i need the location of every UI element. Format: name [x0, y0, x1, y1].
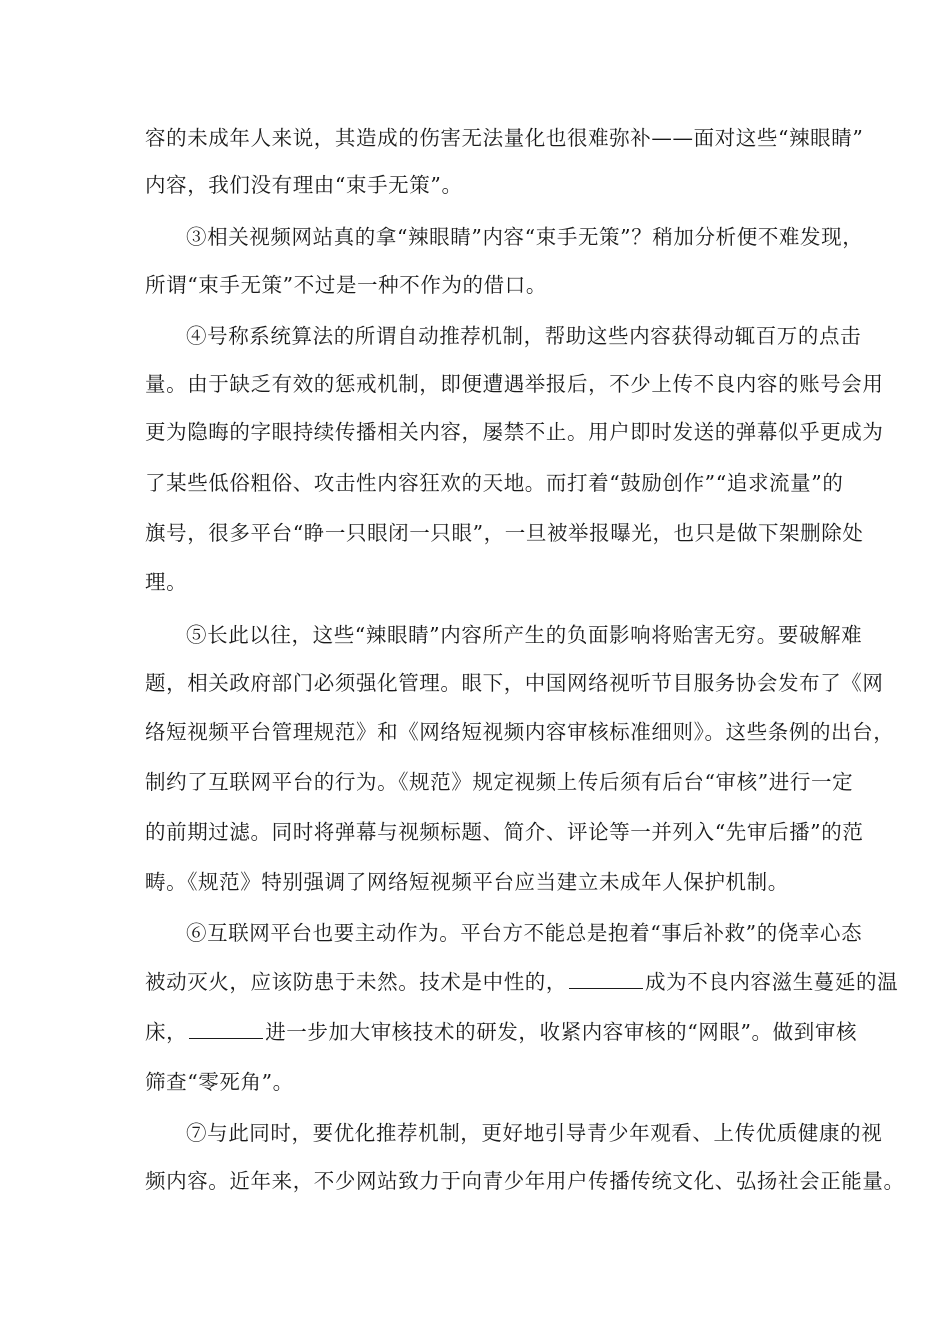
text-line: 制约了互联网平台的行为。《规范》规定视频上传后须有后台“审核”进行一定 — [145, 770, 854, 794]
text-line: 络短视频平台管理规范》和《网络短视频内容审核标准细则》。这些条例的出台， — [145, 720, 895, 744]
fill-in-blank-2 — [189, 1018, 263, 1039]
text-line-with-blank — [145, 1016, 857, 1048]
text-segment: 被动灭火，应该防患于未然。技术是中性的， — [145, 970, 567, 994]
text-line: 题，相关政府部门必须强化管理。眼下，中国网络视听节目服务协会发布了《网 — [145, 671, 884, 695]
fill-in-blank-1 — [569, 968, 643, 989]
text-line: 更为隐晦的字眼持续传播相关内容，屡禁不止。用户即时发送的弹幕似乎更成为 — [145, 420, 884, 444]
paragraph-5-line: ⑤长此以往，这些“辣眼睛”内容所产生的负面影响将贻害无穷。要破解难 — [186, 623, 863, 647]
text-line: 了某些低俗粗俗、攻击性内容狂欢的天地。而打着“鼓励创作”“追求流量”的 — [145, 471, 844, 495]
text-line: 畴。《规范》特别强调了网络短视频平台应当建立未成年人保护机制。 — [145, 870, 789, 894]
text-line-with-blank — [145, 966, 898, 998]
text-line: 内容，我们没有理由“束手无策”。 — [145, 173, 463, 197]
text-line: 频内容。近年来，不少网站致力于向青少年用户传播传统文化、弘扬社会正能量。 — [145, 1169, 905, 1193]
paragraph-6-line: ⑥互联网平台也要主动作为。平台方不能总是抱着“事后补救”的侥幸心态 — [186, 921, 863, 945]
text-segment: 成为不良内容滋生蔓延的温 — [645, 970, 899, 994]
text-line: 量。由于缺乏有效的惩戒机制，即便遭遇举报后，不少上传不良内容的账号会用 — [145, 372, 884, 396]
text-line: 所谓“束手无策”不过是一种不作为的借口。 — [145, 273, 547, 297]
text-line: 旗号，很多平台“睁一只眼闭一只眼”，一旦被举报曝光，也只是做下架删除处 — [145, 521, 864, 545]
text-line: 的前期过滤。同时将弹幕与视频标题、简介、评论等一并列入“先审后播”的范 — [145, 820, 864, 844]
text-line: 容的未成年人来说，其造成的伤害无法量化也很难弥补——面对这些“辣眼睛” — [145, 126, 864, 150]
paragraph-7-line: ⑦与此同时，要优化推荐机制，更好地引导青少年观看、上传优质健康的视 — [186, 1121, 883, 1145]
paragraph-3-line: ③相关视频网站真的拿“辣眼睛”内容“束手无策”？稍加分析便不难发现， — [186, 225, 864, 249]
text-segment: 进一步加大审核技术的研发，收紧内容审核的“网眼”。做到审核 — [265, 1020, 858, 1044]
text-line: 理。 — [145, 570, 188, 594]
text-line: 筛查“零死角”。 — [145, 1070, 294, 1094]
paragraph-4-line: ④号称系统算法的所谓自动推荐机制，帮助这些内容获得动辄百万的点击 — [186, 324, 862, 348]
text-segment: 床， — [145, 1020, 188, 1044]
